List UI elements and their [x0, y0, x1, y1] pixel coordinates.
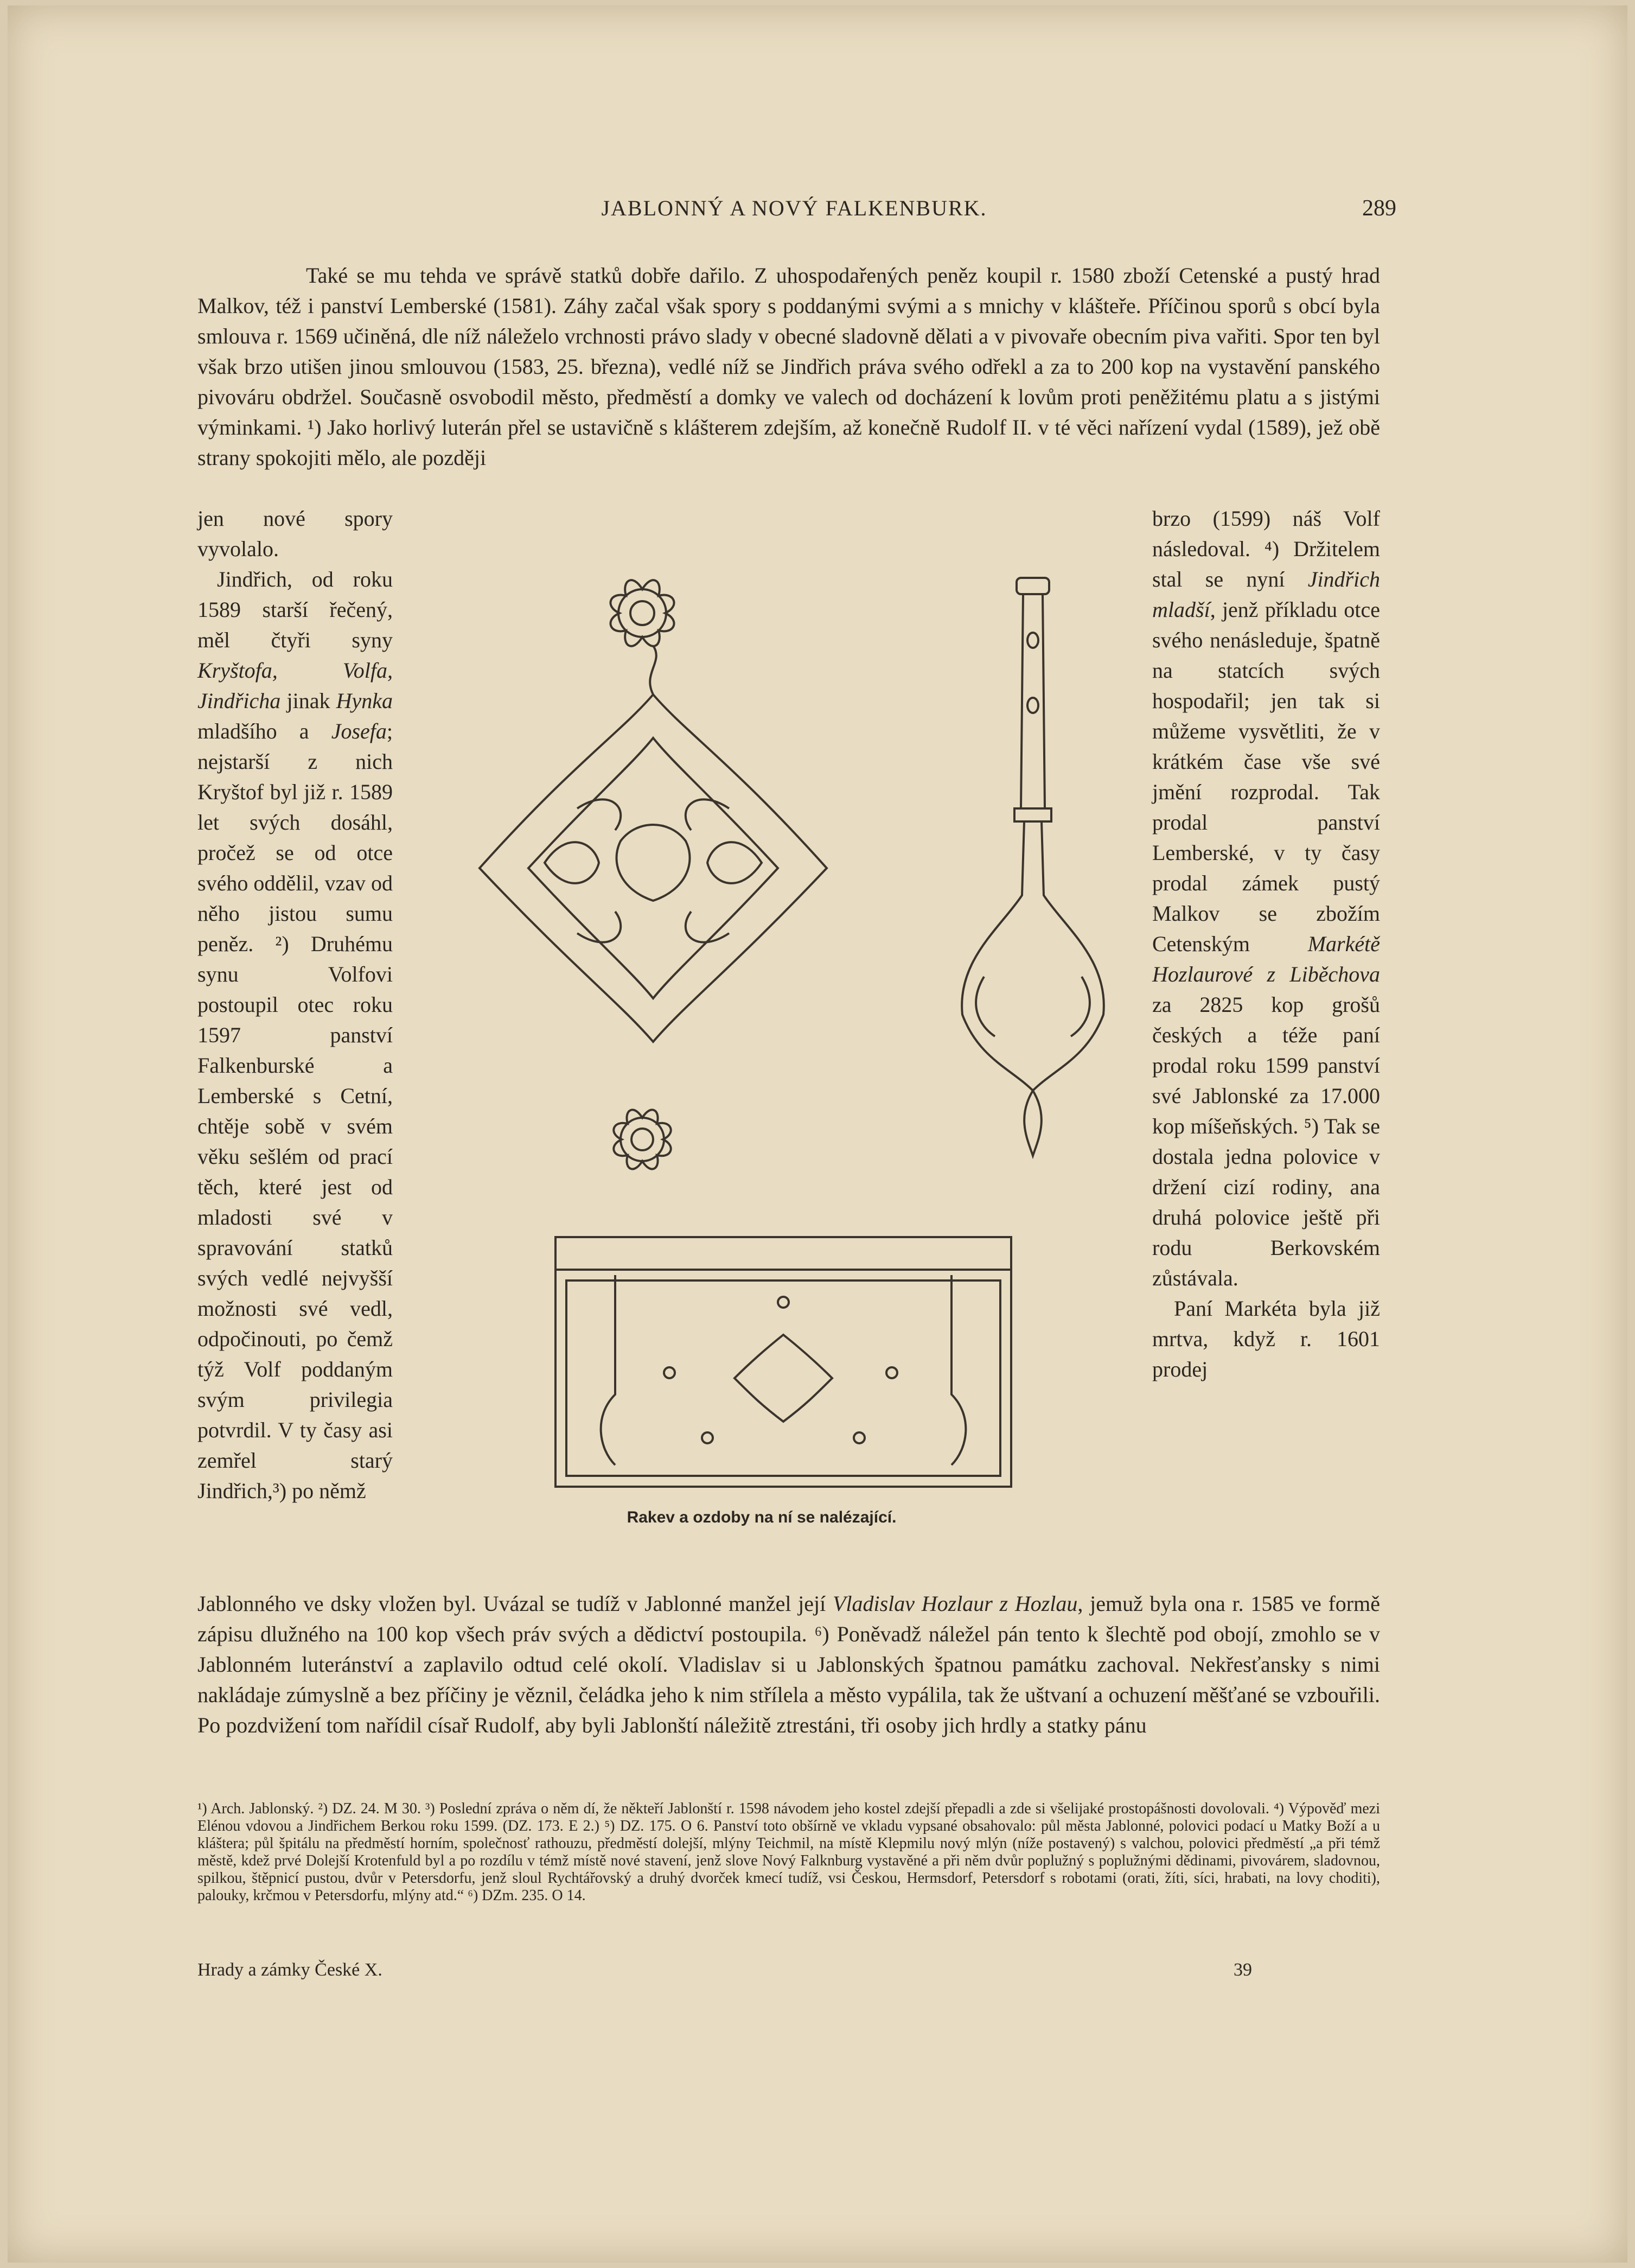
- left-text-3: mladšího a: [197, 719, 331, 743]
- diamond-ornament: [480, 646, 827, 1042]
- series-title: Hrady a zámky České X.: [197, 1960, 382, 1980]
- book-page: [8, 5, 1627, 2263]
- right-name-2: Markétě Hozlaurové z Liběchova: [1152, 932, 1380, 986]
- bottom-text-2: , jemuž byla ona r. 1585 ve formě zápisu dlužného na 100 kop všech práv svých a dědictví postoupila. ⁶) Poněvadž náležel pán tento k šlechtě pod obojí, zmohlo se v Jablonném luteránství a zaplavilo odtud celé okolí. Vladislav si u Jablonských špatnou památku zachoval. Nekřesťansky s nimi nakládaje zúmyslně a bez příčiny je věznil, čeládka jeho k nim střílela a město vypálila, tak že uštvaní a ochuzení měšťané se vzbouřili. Po pozdvižení tom nařídil císař Rudolf, aby byli Jablonští náležitě ztrestáni, tři osoby jich hrdly a statky pánu: [197, 1591, 1380, 1737]
- right-column-paragraph: [1152, 504, 1380, 1294]
- left-column: [197, 504, 393, 1506]
- left-text-1: Jindřich, od roku 1589 starší řečený, měl čtyři syny: [197, 567, 393, 652]
- right-text-3: za 2825 kop grošů českých a téže paní prodal roku 1599 panství své Jablonské za 17.000 kop míšeňských. ⁵) Tak se dostala jedna polovice v držení cizí rodiny, ana druhá polovice ještě při rodu Berkovském zůstávala.: [1152, 992, 1380, 1290]
- signature-mark: 39: [1234, 1960, 1252, 1980]
- left-name-3: Josefa: [331, 719, 387, 743]
- bottom-paragraph: [197, 1589, 1380, 1741]
- bottom-name-1: Vladislav Hozlaur z Hozlau: [832, 1591, 1078, 1616]
- hinge-ornament: [962, 578, 1104, 1156]
- left-column-continuation: jen nové spory vyvolalo.: [197, 506, 393, 561]
- rosette-top: [610, 580, 674, 646]
- figure-caption: Rakev a ozdoby na ní se nalézající.: [627, 1508, 897, 1526]
- bottom-paragraph-text: [197, 1589, 1380, 1741]
- right-text-1: brzo (1599) náš Volf následoval. ⁴) Držitelem stal se nyní: [1152, 506, 1380, 591]
- coffin-illustration: [436, 548, 1131, 1579]
- rosette-bottom: [614, 1110, 670, 1169]
- footnotes-text: ¹) Arch. Jablonský. ²) DZ. 24. M 30. ³) Poslední zpráva o něm dí, že někteří Jablonští r. 1598 návodem jeho kostel zdejší přepadli a zde si všelijaké prostopášnosti dovolovali. ⁴) Výpověď mezi Elénou vdovou a Jindřichem Berkou roku 1599. (DZ. 173. E 2.) ⁵) DZ. 175. O 6. Panství toto obšírně ve vkladu vypsané obsahovalo: půl města Jablonné, polovici podací u Matky Boží a u kláštera; půl špitálu na předměstí horním, společnosť rathouzu, předměstí dolejší, mlýny Teichmil, na místě Klepmilu nový mlýn (níže postavený) s valchou, polovici předměstí „a při témž městě, kdež prvé Dolejší Krotenfuld byl a po rozdílu v témž místě nové stavení, jenž slove Nový Falknburg vystavěné a při něm dvůr poplužný s poplužnými dědinami, pivovárem, sladovnou, spilkou, štěpnicí pustou, dvůr v Petersdorfu, jenž sloul Rychtářovský a druhý dvorček kmecí tudíž, vsi Českou, Hermsdorf, Petersdorf s robotami (orati, žíti, síci, hrabati, na lovy choditi), palouky, krčmou v Petersdorfu, mlýny atd.“ ⁶) DZm. 235. O 14.: [197, 1800, 1380, 1904]
- running-header: [192, 195, 1396, 239]
- left-text-2: jinak: [280, 689, 336, 713]
- right-name-1: Jindřich mladší: [1152, 567, 1380, 622]
- top-paragraph: [197, 260, 1380, 473]
- top-paragraph-text: Také se mu tehda ve správě statků dobře dařilo. Z uhospodařených peněz koupil r. 1580 zboží Cetenské a pustý hrad Malkov, též i panství Lemberské (1581). Záhy začal však spory s poddanými svými a s mnichy v klášteře. Příčinou sporů s obcí byla smlouva r. 1569 učiněná, dle níž náleželo vrchnosti právo slady v obecné sladovně dělati a v pivovaře obecním piva vařiti. Spor ten byl však brzo utišen jinou smlouvou (1583, 25. března), vedlé níž se Jindřich práva svého odřekl a za to 200 kop na vystavění panského pivováru obdržel. Současně osvobodil město, předměstí a domky ve valech od docházení k lovům proti peněžitému platu a s jistými výminkami. ¹) Jako horlivý luterán přel se ustavičně s klášterem zdejším, až konečně Rudolf II. v té věci nařízení vydal (1589), jež obě strany spokojiti mělo, ale později: [197, 263, 1380, 470]
- left-name-1: Kryštofa, Volfa, Jindřicha: [197, 658, 393, 713]
- right-column-paragraph-2: Paní Markéta byla již mrtva, když r. 1601 prodej: [1152, 1296, 1380, 1381]
- coffin-chest: [555, 1237, 1011, 1487]
- left-text-4: ; nejstarší z nich Kryštof byl již r. 1589 let svých dosáhl, pročež se od otce svého oddělil, vzav od něho jistou sumu peněz. ²) Druhému synu Volfovi postoupil otec roku 1597 panství Falkenburské a Lemberské s Cetní, chtěje sobě v svém věku sešlém od prací těch, které jest od mladosti své v spravování statků svých vedlé nejvyšší možnosti své vedl, odpočinouti, po čemž týž Volf poddaným svým privilegia potvrdil. V ty časy asi zemřel starý Jindřich,³) po němž: [197, 719, 393, 1503]
- right-text-2: , jenž příkladu otce svého nenásleduje, špatně na statcích svých hospodařil; jen tak si můžeme vysvětliti, že v krátkém čase vše své jmění rozprodal. Tak prodal panství Lemberské, v ty časy prodal zámek pustý Malkov se zbožím Cetenským: [1152, 597, 1380, 956]
- left-name-2: Hynka: [336, 689, 393, 713]
- left-column-paragraph: [197, 564, 393, 1506]
- right-column: [1152, 504, 1380, 1385]
- footnotes: [197, 1800, 1380, 1904]
- bottom-text-1: Jablonného ve dsky vložen byl. Uvázal se tudíž v Jablonné manžel její: [197, 1591, 833, 1616]
- running-title: JABLONNÝ A NOVÝ FALKENBURK.: [601, 196, 987, 220]
- page-number: 289: [1362, 196, 1396, 221]
